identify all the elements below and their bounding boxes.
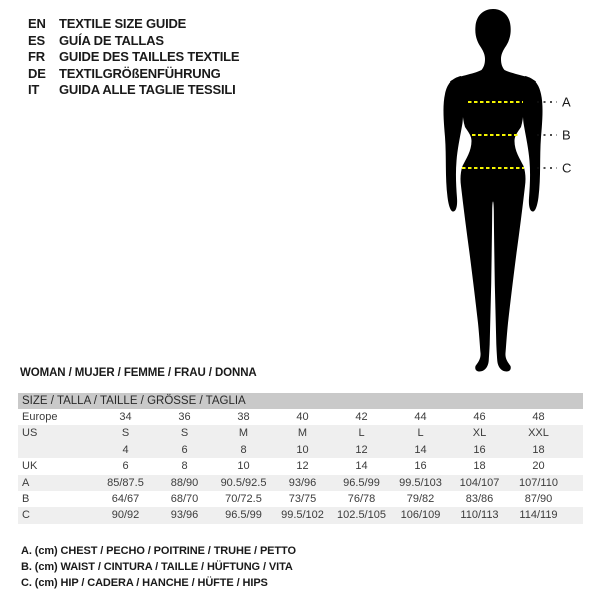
size-cell: 104/107	[459, 476, 500, 489]
size-cell: 18	[532, 443, 545, 456]
size-cell: L	[358, 427, 365, 440]
language-row	[28, 82, 239, 99]
size-cell: 93/96	[288, 476, 317, 489]
language-title: GUIDE DES TAILLES TEXTILE	[59, 49, 240, 65]
table-title: WOMAN / MUJER / FEMME / FRAU / DONNA	[20, 367, 257, 379]
size-cell: 34	[119, 411, 132, 423]
row-label: C	[22, 509, 30, 522]
size-cell: 38	[237, 411, 250, 423]
language-row	[28, 66, 239, 83]
size-cell: 18	[473, 460, 486, 473]
size-cell: 44	[414, 411, 427, 423]
size-cell: 48	[532, 411, 545, 423]
woman-silhouette	[450, 9, 536, 372]
size-cell: XL	[472, 427, 487, 440]
size-cell: 79/82	[406, 492, 435, 505]
size-cell: 99.5/103	[399, 476, 442, 489]
size-cell: 93/96	[170, 509, 199, 522]
size-cell: 8	[181, 460, 188, 473]
size-cell: 40	[296, 411, 309, 423]
size-cell: 96.5/99	[343, 476, 380, 489]
row-label: US	[22, 427, 38, 440]
size-cell: 68/70	[170, 492, 199, 505]
language-list	[28, 16, 239, 99]
hip-label: C	[562, 160, 572, 176]
size-cell: 12	[355, 443, 368, 456]
measurement-legend	[21, 544, 296, 591]
size-cell: XXL	[528, 427, 549, 440]
size-cell: 14	[414, 443, 427, 456]
size-cell: 107/110	[519, 476, 558, 489]
size-cell: 36	[178, 411, 191, 423]
size-cell: 8	[240, 443, 247, 456]
language-row	[28, 49, 239, 66]
size-cell: S	[180, 427, 189, 440]
language-code: FR	[28, 49, 45, 65]
size-cell: 99.5/102	[281, 509, 324, 522]
size-cell: 16	[414, 460, 427, 473]
size-cell: 73/75	[288, 492, 317, 505]
table-row-hip	[18, 507, 583, 523]
size-cell: 90.5/92.5	[220, 476, 267, 489]
row-label: A	[22, 476, 30, 489]
row-label: UK	[22, 460, 38, 473]
size-cell: S	[121, 427, 130, 440]
language-code: ES	[28, 32, 45, 48]
size-cell: 20	[532, 460, 545, 473]
row-label: Europe	[22, 411, 58, 423]
size-cell: 64/67	[111, 492, 140, 505]
size-cell: M	[297, 427, 308, 440]
measurement-figure	[430, 5, 580, 375]
language-code: DE	[28, 65, 46, 81]
size-cell: 76/78	[347, 492, 376, 505]
table-header: SIZE / TALLA / TAILLE / GRÖSSE / TAGLIA	[18, 393, 583, 409]
size-cell: 14	[355, 460, 368, 473]
row-label	[18, 442, 96, 458]
size-cell: 96.5/99	[225, 509, 262, 522]
size-cell: 85/87.5	[107, 476, 144, 489]
size-cell: 114/119	[519, 509, 558, 522]
language-title: GUIDA ALLE TAGLIE TESSILI	[59, 82, 236, 98]
legend-chest: A. (cm) CHEST / PECHO / POITRINE / TRUHE / PETTO	[21, 545, 296, 557]
row-label: B	[22, 492, 30, 505]
size-cell: M	[238, 427, 249, 440]
size-cell: 4	[122, 443, 129, 456]
size-cell: 88/90	[170, 476, 199, 489]
size-cell: 10	[296, 443, 309, 456]
chest-label: A	[562, 94, 571, 110]
table-row-europe	[18, 409, 583, 425]
language-title: TEXTILE SIZE GUIDE	[59, 16, 187, 31]
size-cell: 16	[473, 443, 486, 456]
table-row-us-letters	[18, 425, 583, 441]
size-cell: 70/72.5	[225, 492, 262, 505]
language-code: IT	[28, 82, 40, 98]
size-cell: 6	[122, 460, 129, 473]
size-cell: 102.5/105	[337, 509, 386, 522]
size-cell: 42	[355, 411, 368, 423]
legend-waist: B. (cm) WAIST / CINTURA / TAILLE / HÜFTUNG / VITA	[21, 560, 293, 573]
size-cell: 46	[473, 411, 486, 423]
woman-left-arm	[443, 76, 463, 212]
table-row-chest	[18, 475, 583, 491]
size-cell: 90/92	[111, 509, 140, 522]
language-title: TEXTILGRÖßENFÜHRUNG	[59, 65, 221, 81]
table-row-us-numbers	[18, 442, 583, 458]
table-row-waist	[18, 491, 583, 507]
size-cell: 110/113	[460, 509, 499, 522]
language-title: GUÍA DE TALLAS	[59, 32, 164, 48]
size-cell: 106/109	[400, 509, 441, 522]
legend-hip: C. (cm) HIP / CADERA / HANCHE / HÜFTE / HIPS	[21, 576, 268, 589]
size-cell: 6	[181, 443, 188, 456]
size-table	[18, 393, 583, 524]
size-cell: 10	[237, 460, 250, 473]
size-cell: 83/86	[465, 492, 494, 505]
language-row	[28, 33, 239, 50]
language-code: EN	[28, 16, 46, 31]
size-cell: 87/90	[524, 492, 553, 505]
table-row-uk	[18, 458, 583, 474]
woman-right-arm	[522, 76, 542, 212]
waist-label: B	[562, 127, 571, 143]
size-cell: 12	[296, 460, 309, 473]
size-cell: L	[417, 427, 424, 440]
language-row	[28, 16, 239, 33]
